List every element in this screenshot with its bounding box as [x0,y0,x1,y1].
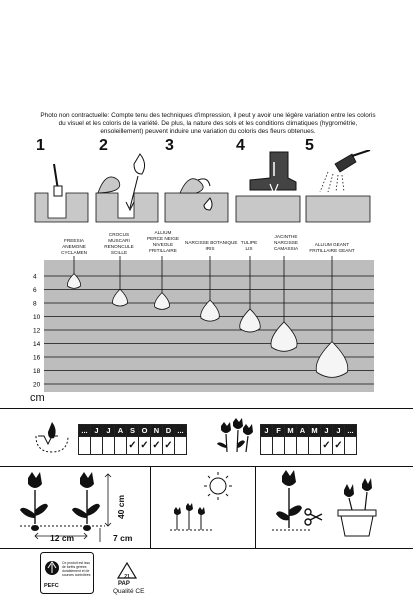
month-cell: S [127,425,139,437]
month-cell: ... [79,425,91,437]
step-number-2: 2 [99,137,108,154]
planting-steps-illustration [30,150,375,225]
pefc-certification-text: Ce produit est issu de forêts gérées durablement et de sources contrôlées [62,561,91,577]
cut-flower-and-pot-icons [268,470,408,542]
depth-tick-label: 10 [33,314,41,321]
check-cell: ✓ [163,437,175,455]
disclaimer-text: Photo non contractuelle: Compte tenu des techniques d'impression, il peut y avoir une légère variation entre les coloris du visuel et les coloris de la variété. De plus, la nature des sols et les conditions climatiques (hygrométrie, ensoleillement) peuvent induire une variation du coloris des fleurs obtenues. [40,112,376,136]
pefc-label: PEFC [44,583,59,589]
planting-depth-chart [30,256,376,392]
check-cell [345,437,357,455]
check-cell [273,437,285,455]
check-cell [285,437,297,455]
divider [0,548,413,549]
tulip-icon [28,472,94,488]
month-cell: J [103,425,115,437]
check-cell [91,437,103,455]
check-cell: ✓ [333,437,345,455]
flowering-calendar [260,424,357,455]
depth-unit-label: cm [30,392,45,404]
month-cell: ... [175,425,187,437]
check-cell: ✓ [151,437,163,455]
step-number-4: 4 [236,137,245,154]
plant-group-label: JACINTHE NARCISSE CAMASSIA [273,234,299,251]
month-cell: O [139,425,151,437]
plant-group-label: CROCUS MUSCARI RENONCULE SCILLE [104,232,134,255]
place-bulb-icon [96,154,158,222]
flower-pot-icon [338,478,376,536]
check-cell [175,437,187,455]
depth-tick-label: 16 [33,354,41,362]
depth-tick-label: 12 [33,327,41,335]
step-number-5: 5 [305,137,314,154]
cut-flower-icon [272,470,322,530]
month-cell: F [273,425,285,437]
month-cell: A [297,425,309,437]
check-cell: ✓ [139,437,151,455]
spacing-depth-label: 7 cm [113,533,133,543]
cover-bulb-icon [165,179,228,222]
month-cell: J [91,425,103,437]
month-cell: N [151,425,163,437]
planting-calendar [78,424,187,455]
month-cell: A [115,425,127,437]
check-cell [261,437,273,455]
check-cell [297,437,309,455]
plant-group-label: ALLIUM PERCE NEIGE NIVEOLE FRITILLAIRE [146,230,180,253]
full-sun-exposure-icon [168,470,248,542]
month-cell: M [309,425,321,437]
dig-hole-icon [35,164,88,222]
depth-tick-label: 20 [33,381,41,389]
month-cell: J [321,425,333,437]
tulip-flowering-icon [215,418,255,456]
spacing-width-label: 12 cm [50,533,75,543]
divider [255,466,256,548]
check-cell [79,437,91,455]
check-cell: ✓ [127,437,139,455]
month-cell: J [333,425,345,437]
plant-group-label: NARCISSE BOTANIQUE IRIS [185,240,238,251]
divider [0,466,413,467]
plant-group-label: TULIPE LIS [240,240,258,251]
check-cell [115,437,127,455]
month-cell: M [285,425,297,437]
depth-tick-label: 4 [33,273,37,281]
spacing-height-label: 40 cm [116,494,127,520]
check-cell: ✓ [321,437,333,455]
depth-tick-label: 6 [33,287,37,294]
ce-quality-label: Qualité CE [113,588,145,595]
check-cell [309,437,321,455]
tamp-soil-boot-icon [236,152,300,222]
month-cell: D [163,425,175,437]
step-number-1: 1 [36,137,45,154]
depth-tick-label: 8 [33,300,37,308]
pap-label: PAP [118,581,130,587]
divider [0,408,413,409]
plant-group-label: FREESIA ANEMONE CYCLAMEN [60,238,88,255]
plant-group-label: ALLIUM GEANT FRITILLAIRE GEANT [309,242,355,253]
check-cell [103,437,115,455]
depth-tick-label: 18 [33,368,41,375]
divider [150,466,151,548]
month-cell: J [261,425,273,437]
planting-period-icon [32,418,72,456]
month-cell: ... [345,425,357,437]
watering-can-icon [306,150,370,222]
step-number-3: 3 [165,137,174,154]
pap-recycling-code: 21 [124,574,130,580]
depth-tick-label: 14 [33,341,41,348]
